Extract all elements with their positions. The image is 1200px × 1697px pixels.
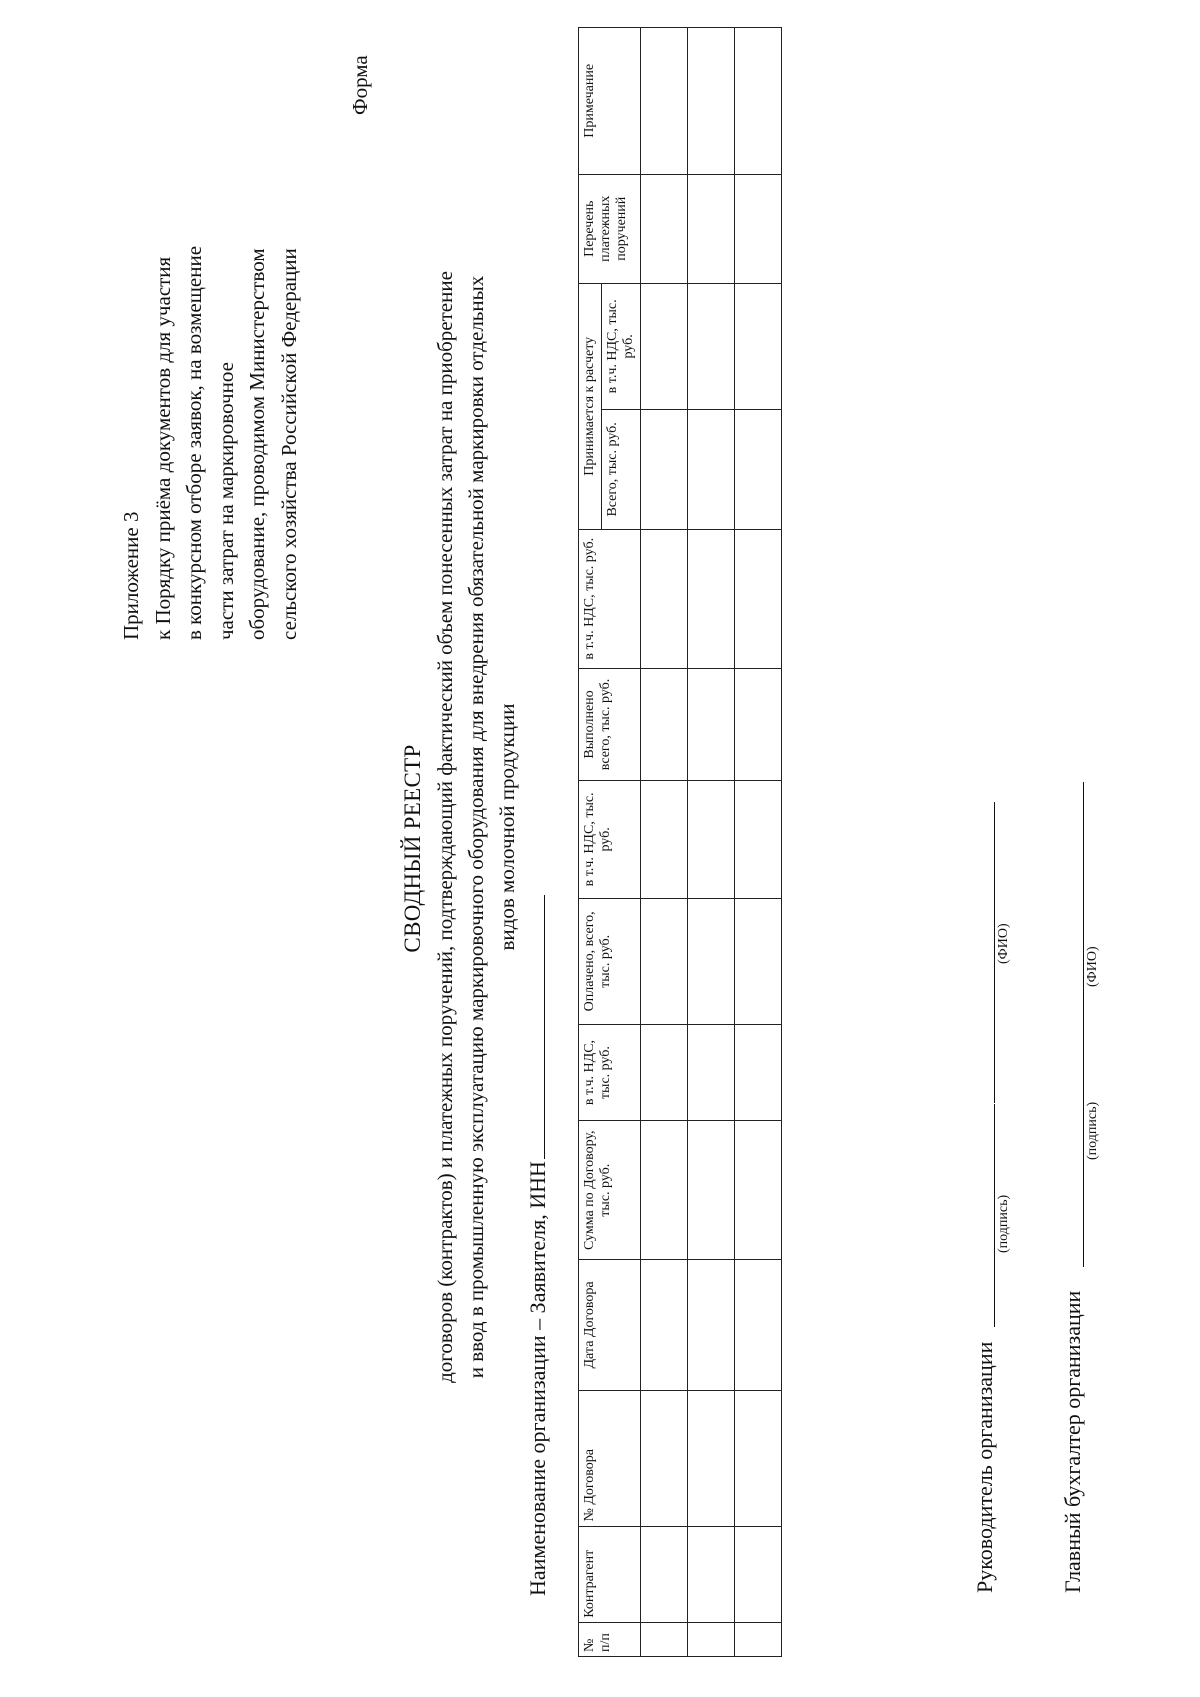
- organization-blank: [526, 895, 545, 1159]
- document-subtitle: [430, 57, 523, 1597]
- subtitle-line: и ввод в промышленную эксплуатацию маркировочного оборудования для внедрения обязательной маркировки отдельных: [464, 275, 488, 1379]
- table-row: [735, 28, 782, 1657]
- table-cell: [735, 668, 782, 780]
- table-cell: [688, 668, 735, 780]
- appendix-line: в конкурсном отборе заявок, на возмещение: [182, 245, 206, 640]
- table-cell: [735, 1024, 782, 1120]
- head-signature-label: Руководитель организации: [972, 1341, 997, 1593]
- head-name-caption: (ФИО): [996, 923, 1011, 964]
- header-vat: в т.ч. НДС, тыс. руб.: [579, 529, 641, 668]
- appendix-line: части затрат на маркировочное: [213, 362, 238, 640]
- accountant-name-line: [1083, 782, 1084, 1067]
- header-contractor: Контрагент: [579, 1526, 641, 1622]
- table-cell: [688, 1390, 735, 1526]
- organization-label: Наименование организации – Заявителя, ИНН: [525, 1161, 550, 1596]
- table-cell: [641, 781, 688, 899]
- accountant-signature-line: [1083, 1067, 1084, 1267]
- table-cell: [641, 668, 688, 780]
- table-cell: [641, 1024, 688, 1120]
- table-cell: [688, 1024, 735, 1120]
- head-name-line: [994, 802, 995, 1103]
- organization-line: [525, 895, 551, 1596]
- table-cell: [641, 1390, 688, 1526]
- header-contract-no: № Договора: [579, 1390, 641, 1526]
- table-cell: [688, 1622, 735, 1656]
- appendix-line: оборудование, проводимом Министерством: [245, 248, 269, 640]
- subtitle-line: видов молочной продукции: [495, 703, 519, 951]
- table-cell: [641, 1526, 688, 1622]
- header-accepted: Принимается к расчету: [579, 283, 602, 529]
- header-contract-date: Дата Договора: [579, 1260, 641, 1390]
- accountant-signature-caption: (подпись): [1085, 1101, 1100, 1160]
- table-cell: [735, 529, 782, 668]
- table-cell: [688, 283, 735, 409]
- accountant-signature-label: Главный бухгалтер организации: [1060, 1290, 1085, 1593]
- header-done-total: Выполнено всего, тыс. руб.: [579, 668, 641, 780]
- table-cell: [735, 28, 782, 175]
- header-num: № п/п: [579, 1622, 641, 1656]
- table-cell: [688, 174, 735, 283]
- table-row: [688, 28, 735, 1657]
- form-label: Форма: [348, 55, 372, 115]
- table-cell: [688, 1121, 735, 1260]
- table-cell: [641, 1260, 688, 1390]
- table-cell: [735, 174, 782, 283]
- table-cell: [688, 1260, 735, 1390]
- table-cell: [641, 1622, 688, 1656]
- table-cell: [688, 28, 735, 175]
- header-vat: в т.ч. НДС, тыс. руб.: [579, 781, 641, 899]
- header-accepted-total: Всего, тыс. руб.: [602, 409, 641, 529]
- header-vat: в т.ч. НДС, тыс. руб.: [579, 1024, 641, 1120]
- appendix-block: [116, 40, 305, 640]
- table-row: [641, 28, 688, 1657]
- table-cell: [735, 1526, 782, 1622]
- table-cell: [688, 781, 735, 899]
- table-cell: [688, 898, 735, 1024]
- header-accepted-vat: в т.ч. НДС, тыс. руб.: [602, 283, 641, 409]
- appendix-line: к Порядку приёма документов для участия: [150, 256, 175, 640]
- table-cell: [735, 781, 782, 899]
- table-cell: [641, 174, 688, 283]
- head-signature-caption: (подпись): [996, 1194, 1011, 1253]
- table-cell: [688, 409, 735, 529]
- header-paid-total: Оплачено, всего, тыс. руб.: [579, 898, 641, 1024]
- table-cell: [735, 1260, 782, 1390]
- accountant-name-caption: (ФИО): [1085, 946, 1100, 987]
- table-cell: [641, 1121, 688, 1260]
- table-cell: [688, 1526, 735, 1622]
- appendix-line: сельского хозяйства Российской Федерации: [276, 248, 301, 640]
- table-cell: [735, 1622, 782, 1656]
- table-cell: [735, 1390, 782, 1526]
- header-payment-orders: Перечень платежных поручений: [579, 174, 641, 283]
- table-cell: [735, 283, 782, 409]
- table-cell: [641, 529, 688, 668]
- appendix-line: Приложение 3: [119, 511, 143, 640]
- head-signature-line: [994, 1104, 995, 1327]
- table-cell: [641, 283, 688, 409]
- document-title: СВОДНЫЙ РЕЕСТР: [400, 744, 425, 953]
- table-cell: [641, 28, 688, 175]
- table-cell: [735, 1121, 782, 1260]
- subtitle-line: договоров (контрактов) и платежных поручений, подтверждающий фактический объем понесенных затрат на приобретение: [433, 271, 457, 1383]
- table-cell: [641, 409, 688, 529]
- table-cell: [735, 898, 782, 1024]
- table-cell: [641, 898, 688, 1024]
- table-cell: [688, 529, 735, 668]
- header-note: Примечание: [579, 28, 641, 175]
- register-table: [578, 27, 782, 1657]
- header-contract-sum: Сумма по Договору, тыс. руб.: [579, 1121, 641, 1260]
- table-cell: [735, 409, 782, 529]
